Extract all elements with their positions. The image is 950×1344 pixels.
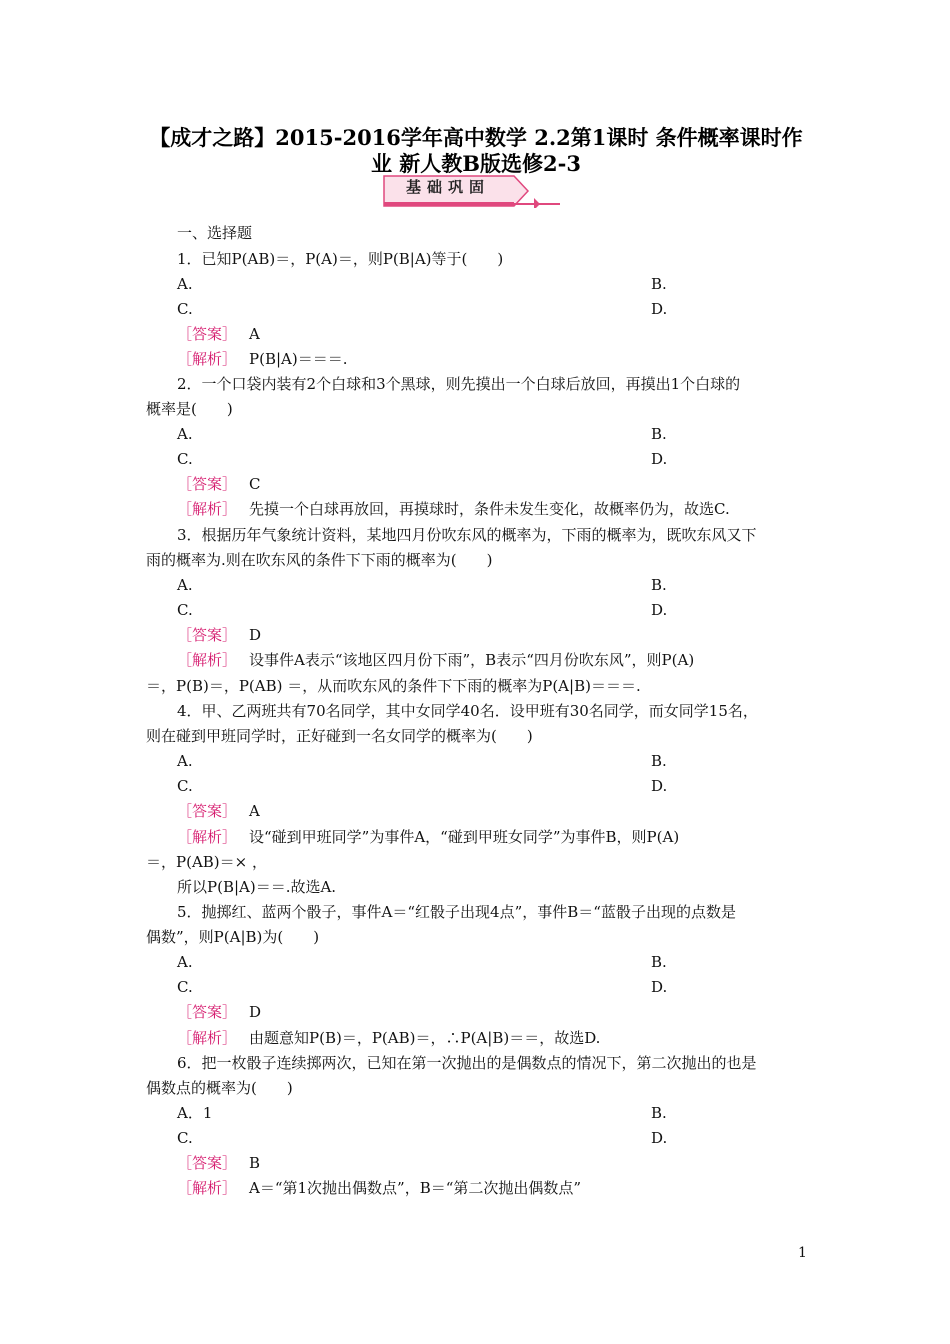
answer-tag: ［答案］: [177, 475, 238, 493]
analysis-tag: ［解析］: [177, 500, 238, 518]
option-label: D.: [651, 777, 668, 795]
option-label: B.: [651, 752, 667, 770]
document-title-line-1: 【成才之路】2015-2016学年高中数学 2.2第1课时 条件概率课时作: [149, 125, 803, 150]
option-label: B.: [651, 953, 667, 971]
analysis-line: [177, 826, 847, 848]
option-label: C.: [177, 300, 193, 318]
option-row: [177, 951, 847, 973]
answer-tag: ［答案］: [177, 325, 238, 343]
question-stem: 雨的概率为.则在吹东风的条件下下雨的概率为( ): [146, 551, 493, 569]
analysis-tag: ［解析］: [177, 828, 238, 846]
question-stem: 4．甲、乙两班共有70名同学，其中女同学40名．设甲班有30名同学，而女同学15名，: [177, 702, 758, 720]
question-stem: 3．根据历年气象统计资料，某地四月份吹东风的概率为，下雨的概率为，既吹东风又下: [177, 526, 757, 544]
answer-value: D: [249, 1003, 262, 1021]
document-title-line-2: 业 新人教B版选修2-3: [371, 151, 581, 176]
question-stem: 2．一个口袋内装有2个白球和3个黑球，则先摸出一个白球后放回，再摸出1个白球的: [177, 375, 741, 393]
analysis-tag: ［解析］: [177, 1029, 238, 1047]
option-label: A.: [177, 576, 193, 594]
page-number: 1: [798, 1245, 807, 1261]
option-row: [177, 448, 847, 470]
answer-line: [177, 473, 847, 495]
analysis-line: ＝，P(B)＝，P(AB) ＝，从而吹东风的条件下下雨的概率为P(A|B)＝＝＝.: [146, 677, 641, 695]
analysis-text: P(B|A)＝＝＝.: [249, 350, 348, 368]
analysis-line: ＝，P(AB)＝× ，: [146, 853, 267, 871]
option-label: D.: [651, 978, 668, 996]
analysis-text: 先摸一个白球再放回，再摸球时，条件未发生变化，故概率仍为，故选C.: [249, 500, 730, 518]
answer-value: C: [249, 475, 261, 493]
answer-tag: ［答案］: [177, 802, 238, 820]
answer-tag: ［答案］: [177, 626, 238, 644]
option-row: [177, 574, 847, 596]
option-label: D.: [651, 300, 668, 318]
option-row: [177, 1102, 847, 1124]
option-row: [177, 976, 847, 998]
option-label: B.: [651, 576, 667, 594]
option-label: A.: [177, 425, 193, 443]
option-row: [177, 599, 847, 621]
question-stem: 5．抛掷红、蓝两个骰子，事件A＝“红骰子出现4点”，事件B＝“蓝骰子出现的点数是: [177, 903, 736, 921]
option-label: C.: [177, 777, 193, 795]
analysis-text: A＝“第1次抛出偶数点”，B＝“第二次抛出偶数点”: [249, 1179, 582, 1197]
answer-value: B: [249, 1154, 261, 1172]
answer-value: A: [249, 325, 260, 343]
analysis-line: [177, 649, 847, 671]
option-label: D.: [651, 450, 668, 468]
analysis-tag: ［解析］: [177, 350, 238, 368]
analysis-text: 由题意知P(B)＝，P(AB)＝，∴P(A|B)＝＝，故选D.: [249, 1029, 601, 1047]
option-row: [177, 775, 847, 797]
analysis-line: 所以P(B|A)＝＝.故选A.: [177, 878, 337, 896]
question-stem: 偶数点的概率为( ): [146, 1079, 293, 1097]
option-label: C.: [177, 978, 193, 996]
answer-value: D: [249, 626, 262, 644]
question-stem: 偶数”，则P(A|B)为( ): [146, 928, 320, 946]
answer-tag: ［答案］: [177, 1154, 238, 1172]
option-label: D.: [651, 601, 668, 619]
answer-line: [177, 624, 847, 646]
option-label: B.: [651, 275, 667, 293]
analysis-tag: ［解析］: [177, 651, 238, 669]
question-stem: 1．已知P(AB)＝，P(A)＝，则P(B|A)等于( ): [177, 250, 504, 268]
option-label: D.: [651, 1129, 668, 1147]
answer-line: [177, 323, 847, 345]
option-row: [177, 750, 847, 772]
answer-value: A: [249, 802, 260, 820]
option-label: A.: [177, 275, 193, 293]
option-row: [177, 423, 847, 445]
option-row: [177, 1127, 847, 1149]
analysis-text: 设事件A表示“该地区四月份下雨”，B表示“四月份吹东风”，则P(A): [249, 651, 695, 669]
analysis-line: [177, 498, 847, 520]
section-badge: 基础巩固: [405, 178, 490, 196]
option-label: B.: [651, 425, 667, 443]
section-heading: 一、选择题: [177, 224, 253, 242]
option-label: A.: [177, 752, 193, 770]
question-stem: 6．把一枚骰子连续掷两次，已知在第一次抛出的是偶数点的情况下，第二次抛出的也是: [177, 1054, 757, 1072]
option-row: [177, 273, 847, 295]
option-label: C.: [177, 450, 193, 468]
analysis-line: [177, 1027, 847, 1049]
question-stem: 则在碰到甲班同学时，正好碰到一名女同学的概率为( ): [146, 727, 533, 745]
question-stem: 概率是( ): [146, 400, 233, 418]
option-label: B.: [651, 1104, 667, 1122]
option-label: A.: [177, 953, 193, 971]
answer-line: [177, 1152, 847, 1174]
answer-tag: ［答案］: [177, 1003, 238, 1021]
analysis-line: [177, 348, 847, 370]
option-label: C.: [177, 1129, 193, 1147]
answer-line: [177, 1001, 847, 1023]
analysis-line: [177, 1177, 847, 1199]
option-label: A．1: [177, 1104, 213, 1122]
answer-line: [177, 800, 847, 822]
option-row: [177, 298, 847, 320]
analysis-tag: ［解析］: [177, 1179, 238, 1197]
option-label: C.: [177, 601, 193, 619]
analysis-text: 设“碰到甲班同学”为事件A，“碰到甲班女同学”为事件B，则P(A): [249, 828, 680, 846]
